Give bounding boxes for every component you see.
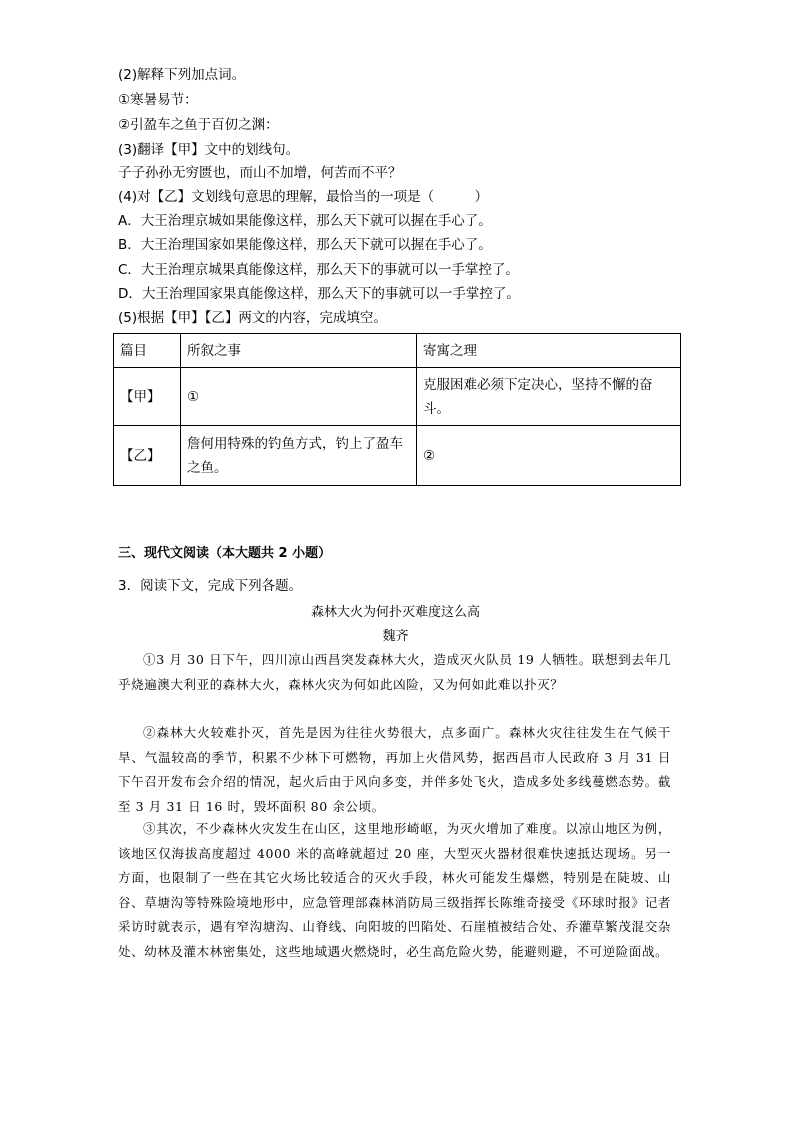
article-paragraph-1: ①3 月 30 日下午，四川凉山西昌突发森林大火，造成灭火队员 19 人牺牲。联想到去年几乎烧遍澳大利亚的森林大火，森林火灾为何如此凶险，又为何如此难以扑灭？ <box>118 652 671 692</box>
table-header-row <box>114 334 681 368</box>
q3-sentence: 子子孙孙无穷匮也，而山不加增，何苦而不平？ <box>118 165 402 181</box>
table-header-cell: 寄寓之理 <box>417 334 681 368</box>
table-cell: ② <box>417 426 681 486</box>
q2-item-1: ①寒暑易节： <box>118 92 198 108</box>
section-instruction: 3．阅读下文，完成下列各题。 <box>118 578 303 594</box>
table-header-cell: 篇目 <box>114 334 181 368</box>
q3-heading: (3)翻译【甲】文中的划线句。 <box>118 142 300 158</box>
article-paragraph-2: ②森林大火较难扑灭，首先是因为往往火势很大，点多面广。森林火灾往往发生在气候干旱、气温较高的季节，积累不少林下可燃物，再加上火借风势，据西昌市人民政府 3 月 31 日下午召开发布会介绍的情况，起火后由于风向多变，并伴多处飞火，造成多处多线蔓燃态势。截至 3 月 31 日 16 时，毁坏面积 80 余公顷。 <box>118 725 671 814</box>
table-header-cell: 所叙之事 <box>181 334 417 368</box>
table-cell: 【乙】 <box>114 426 181 486</box>
q4-option-c: C．大王治理京城果真能像这样，那么天下的事就可以一手掌控了。 <box>118 262 519 278</box>
q5-table <box>113 333 681 486</box>
q4-option-b: B．大王治理国家如果能像这样，那么天下就可以握在手心了。 <box>118 237 492 253</box>
article-paragraph-3: ③其次，不少森林火灾发生在山区，这里地形崎岖，为灭火增加了难度。以凉山地区为例，该地区仅海拔高度超过 4000 米的高峰就超过 20 座，大型灭火器材很难快速抵达现场。另一方面，也限制了一些在其它火场比较适合的灭火手段，林火可能发生爆燃，特别是在陡坡、山谷、草塘沟等特殊险境地形中，应急管理部森林消防局三级指挥长陈维奇接受《环球时报》记者采访时就表示，遇有窄沟塘沟、山脊线、向阳坡的凹陷处、石崖植被结合处、乔灌草繁茂混交杂处、幼林及灌木林密集处，这些地域遇火燃烧时，必生高危险火势，能避则避，不可逆险面战。 <box>118 821 671 959</box>
q2-item-2: ②引盈车之鱼于百仞之渊： <box>118 117 279 133</box>
table-row <box>114 368 681 426</box>
article-author: 魏齐 <box>382 629 409 644</box>
q5-heading: (5)根据【甲】【乙】两文的内容，完成填空。 <box>118 310 387 326</box>
section-title: 三、现代文阅读（本大题共 2 小题） <box>118 546 332 561</box>
q4-option-d: D．大王治理国家果真能像这样，那么天下的事就可以一手掌控了。 <box>118 286 520 302</box>
table-cell: ① <box>181 368 417 426</box>
table-cell: 詹何用特殊的钓鱼方式，钓上了盈车之鱼。 <box>181 426 417 486</box>
q2-heading: (2)解释下列加点词。 <box>118 67 246 83</box>
table-row <box>114 426 681 486</box>
table-cell: 【甲】 <box>114 368 181 426</box>
q4-heading: (4)对【乙】文划线句意思的理解，最恰当的一项是（ ） <box>118 189 489 205</box>
q4-option-a: A．大王治理京城如果能像这样，那么天下就可以握在手心了。 <box>118 213 492 229</box>
table-cell: 克服困难必须下定决心，坚持不懈的奋斗。 <box>417 368 681 426</box>
article-title: 森林大火为何扑灭难度这么高 <box>310 605 480 620</box>
